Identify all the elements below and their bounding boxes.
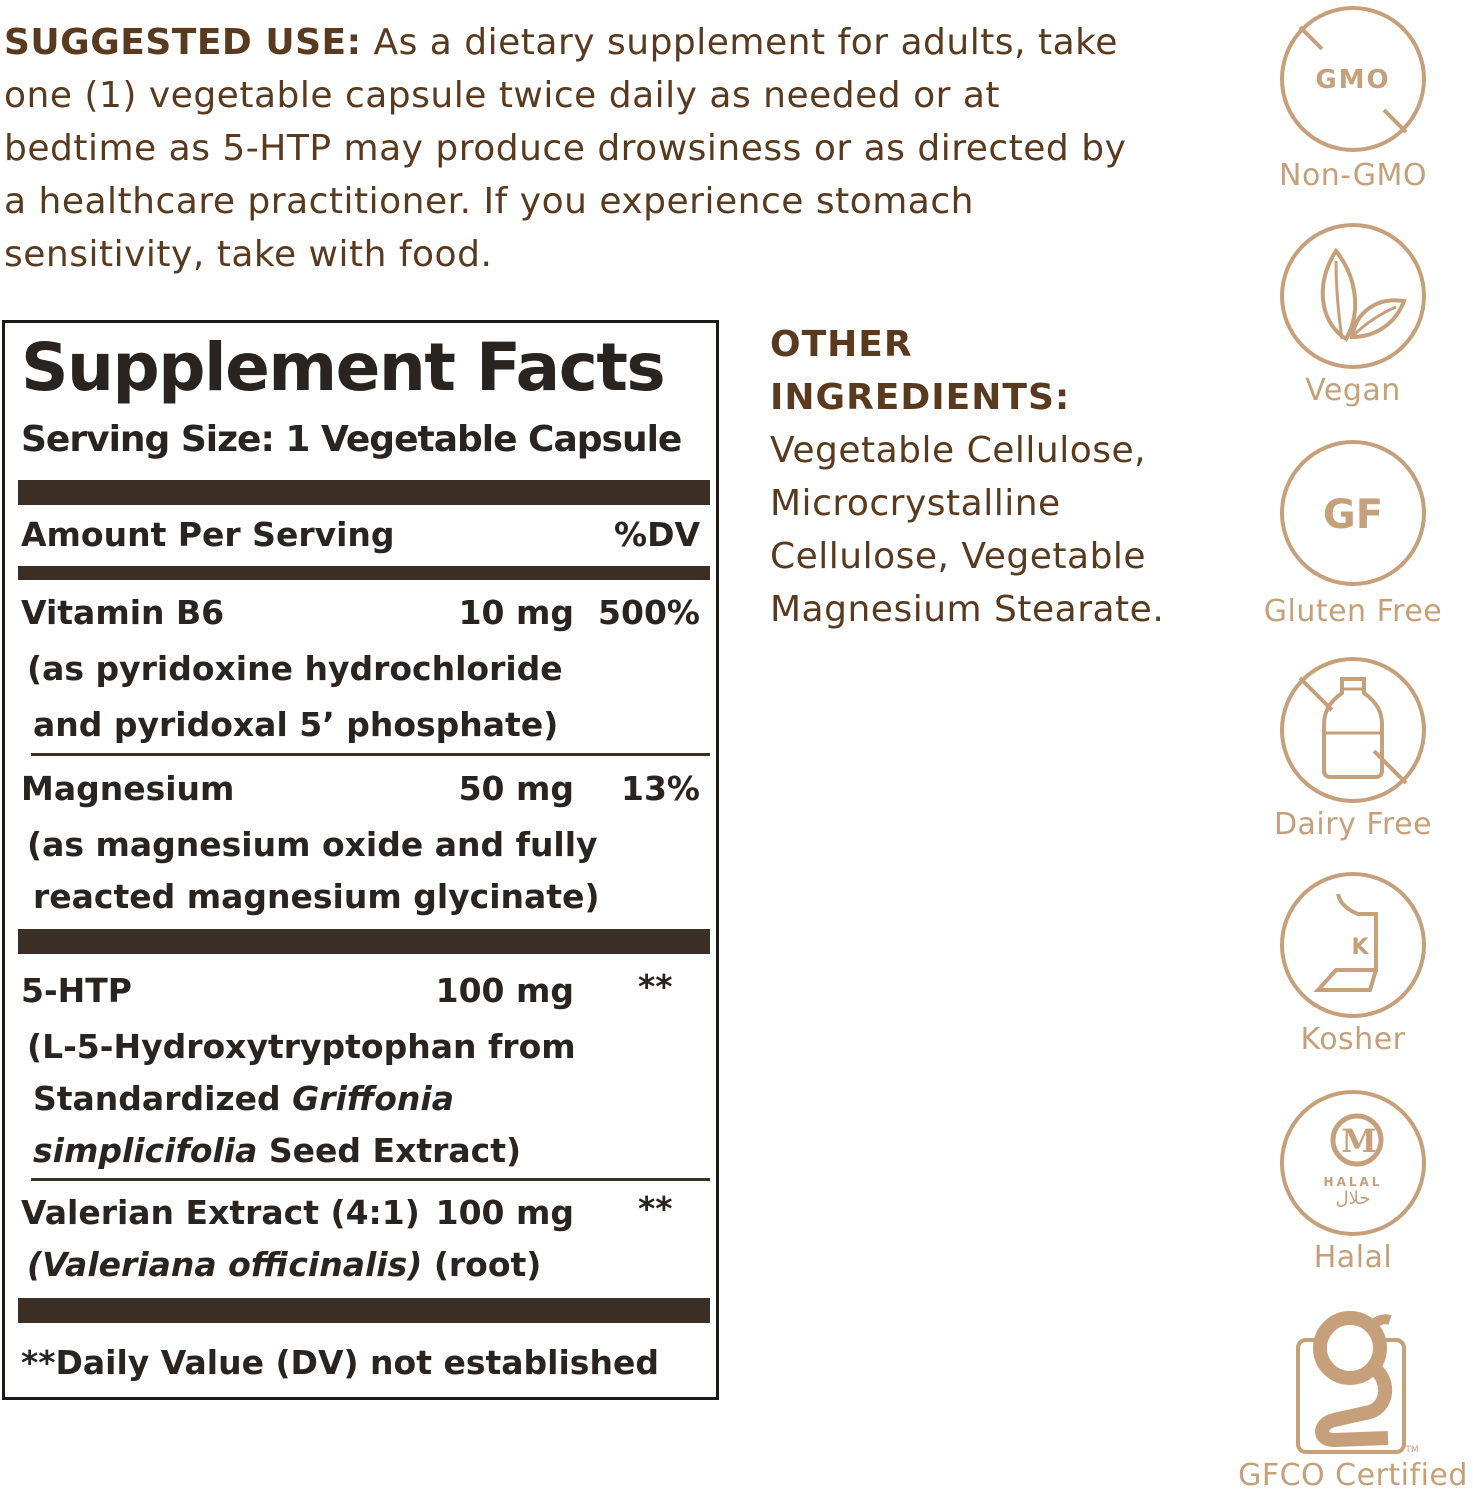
non-gmo-badge: [1278, 4, 1428, 193]
htp-desc-1: (L-5-Hydroxytryptophan from: [27, 1027, 576, 1066]
gmo-text: GMO: [1315, 65, 1391, 95]
halal-m: M: [1341, 1122, 1377, 1160]
halal-icon: [1278, 1088, 1428, 1238]
kosher-label: Kosher: [1300, 1022, 1406, 1057]
mg-dv: 13%: [621, 769, 700, 808]
htp-name: 5-HTP: [21, 971, 132, 1010]
gf-text: GF: [1322, 492, 1384, 538]
non-gmo-icon: [1278, 4, 1428, 154]
kosher-badge: [1278, 870, 1428, 1057]
vegan-label: Vegan: [1305, 373, 1401, 408]
mg-desc-2: reacted magnesium glycinate): [33, 877, 600, 916]
milk-bottle-icon: [1278, 655, 1428, 805]
dv-header: %DV: [614, 515, 700, 554]
thin-divider: [31, 753, 710, 756]
other-ingredients-list: Vegetable Cellulose, Microcrystalline Cellulose, Vegetable Magnesium Stearate.: [770, 430, 1165, 630]
kosher-k: K: [1351, 935, 1369, 960]
gluten-free-label: Gluten Free: [1263, 594, 1443, 629]
gfco-icon: [1278, 1310, 1428, 1460]
amount-per-serving-label: Amount Per Serving: [21, 515, 395, 554]
htp-desc-2: Standardized Griffonia: [33, 1079, 454, 1118]
b6-name: Vitamin B6: [21, 593, 225, 632]
halal-word: HALAL: [1323, 1175, 1383, 1189]
other-ingredients-heading: OTHER INGREDIENTS:: [770, 324, 1071, 418]
vegan-badge: [1278, 221, 1428, 408]
gluten-free-badge: [1263, 438, 1443, 629]
b6-amount: 10 mg: [458, 593, 574, 632]
dairy-free-label: Dairy Free: [1273, 807, 1433, 842]
valerian-amount: 100 mg: [435, 1193, 574, 1232]
kosher-icon: [1278, 870, 1428, 1020]
htp-desc-3: simplicifolia Seed Extract): [33, 1131, 522, 1170]
suggested-use-text: As a dietary supplement for adults, take one (1) vegetable capsule twice daily as needed or at bedtime as 5-HTP may produce drowsiness or as directed by a healthcare practitioner. If you experience stomach sensitivity, take with food.: [4, 22, 1127, 275]
thick-divider-3: [18, 1298, 710, 1323]
facts-title: Supplement Facts: [21, 329, 665, 406]
valerian-dv: **: [638, 1189, 673, 1228]
supplement-facts-panel: [2, 320, 719, 1400]
gluten-free-icon: [1278, 438, 1428, 588]
htp-amount: 100 mg: [435, 971, 574, 1010]
thin-divider-2: [31, 1178, 710, 1181]
gfco-label: GFCO Certified: [1238, 1458, 1468, 1493]
valerian-desc: (Valeriana officinalis) (root): [27, 1245, 542, 1284]
suggested-use: [4, 16, 1144, 281]
mg-amount: 50 mg: [458, 769, 574, 808]
b6-desc-1: (as pyridoxine hydrochloride: [27, 649, 563, 688]
dairy-free-badge: [1273, 655, 1433, 842]
thick-divider: [18, 480, 710, 505]
halal-arabic: حلال: [1335, 1188, 1371, 1209]
b6-dv: 500%: [598, 593, 700, 632]
valerian-name: Valerian Extract (4:1): [21, 1193, 420, 1232]
b6-desc-2: and pyridoxal 5’ phosphate): [33, 705, 559, 744]
medium-divider: [18, 566, 710, 580]
serving-size: Serving Size: 1 Vegetable Capsule: [21, 419, 682, 460]
halal-badge: [1278, 1088, 1428, 1275]
gfco-badge: [1238, 1310, 1468, 1493]
mg-name: Magnesium: [21, 769, 235, 808]
suggested-use-heading: SUGGESTED USE:: [4, 22, 362, 63]
leaf-icon: [1278, 221, 1428, 371]
non-gmo-label: Non-GMO: [1279, 158, 1427, 193]
thick-divider-2: [18, 929, 710, 954]
halal-label: Halal: [1313, 1240, 1393, 1275]
mg-desc-1: (as magnesium oxide and fully: [27, 825, 598, 864]
dv-footnote: **Daily Value (DV) not established: [21, 1343, 659, 1382]
htp-dv: **: [638, 967, 673, 1006]
gfco-tm: TM: [1405, 1445, 1419, 1455]
